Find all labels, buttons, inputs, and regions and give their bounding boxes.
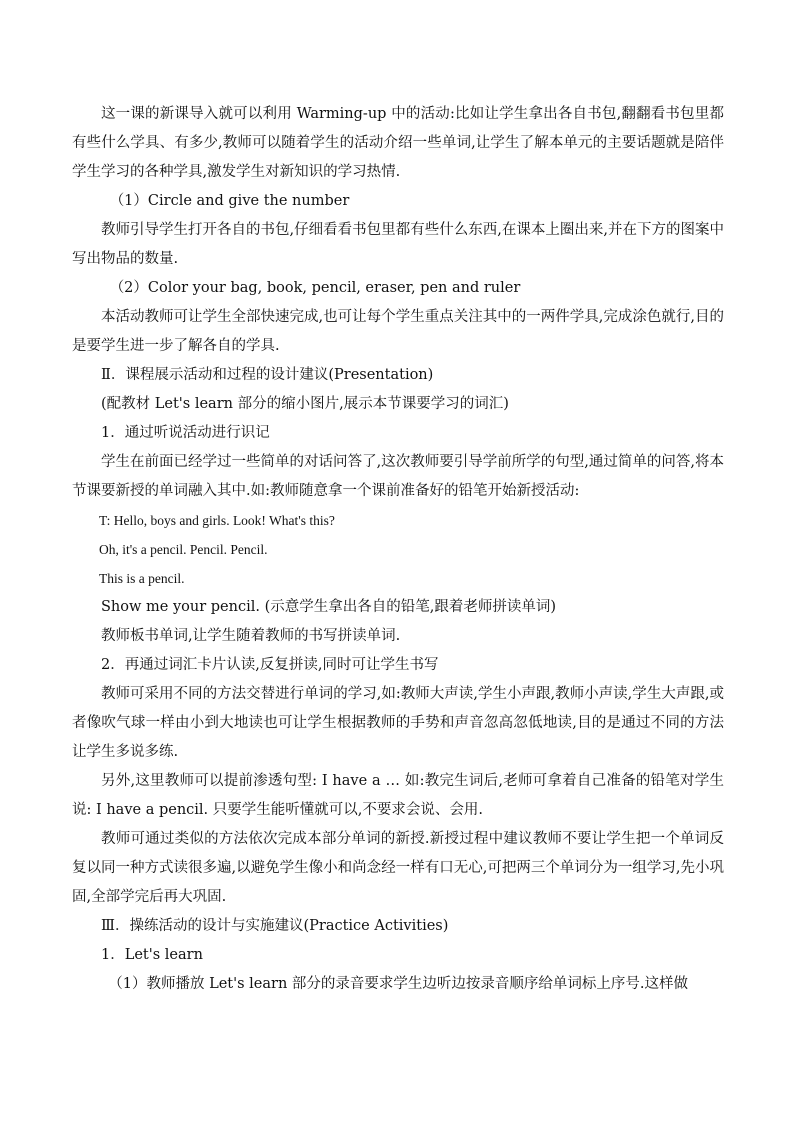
section-3-heading: Ⅲ．操练活动的设计与实施建议(Practice Activities)	[101, 918, 449, 934]
dialogue-line-4: Show me your pencil. (示意学生拿出各自的铅笔,跟着老师拼读单词)	[101, 599, 556, 615]
dialogue-line-2: Oh, it's a pencil. Pencil. Pencil.	[99, 542, 268, 557]
dialogue-line-3: This is a pencil.	[99, 571, 185, 586]
section-2-heading: Ⅱ．课程展示活动和过程的设计建议(Presentation)	[101, 367, 434, 383]
activity-1-text: 教师引导学生打开各自的书包,仔细看看书包里都有些什么东西,在课本上圈出来,并在下方的图案中写出物品的数量.	[72, 222, 724, 267]
intro-paragraph: 这一课的新课导入就可以利用 Warming-up 中的活动:比如让学生拿出各自书包,翻翻看书包里都有些什么学具、有多少,教师可以随着学生的活动介绍一些单词,让学生了解本单元的主要话题就是陪伴学生学习的各种学具,激发学生对新知识的学习热情.	[72, 106, 724, 180]
activity-2-heading: （2）Color your bag, book, pencil, eraser, pen and ruler	[109, 280, 521, 296]
step-1-text: 学生在前面已经学过一些简单的对话问答了,这次教师要引导学前所学的句型,通过简单的问答,将本节课要新授的单词融入其中.如:教师随意拿一个课前准备好的铅笔开始新授活动:	[72, 454, 724, 499]
step-2-text: 教师可采用不同的方法交替进行单词的学习,如:教师大声读,学生小声跟,教师小声读,学生大声跟,或者像吹气球一样由小到大地读也可让学生根据教师的手势和声音忽高忽低地读,目的是通过不同的方法让学生多说多练.	[72, 686, 724, 760]
lets-learn-step-1: （1）教师播放 Let's learn 部分的录音要求学生边听边按录音顺序给单词标上序号.这样做	[108, 976, 689, 992]
step-2-heading: 2．再通过词汇卡片认读,反复拼读,同时可让学生书写	[101, 657, 439, 673]
board-writing-text: 教师板书单词,让学生随着教师的书写拼读单词.	[101, 628, 401, 644]
activity-1-heading: （1）Circle and give the number	[109, 193, 350, 209]
method-suggestion-text: 教师可通过类似的方法依次完成本部分单词的新授.新授过程中建议教师不要让学生把一个单词反复以同一种方式读很多遍,以避免学生像小和尚念经一样有口无心,可把两三个单词分为一组学习,先小巩固,全部学完后再大巩固.	[72, 831, 724, 905]
document-page	[72, 100, 724, 999]
lets-learn-heading: 1．Let's learn	[101, 947, 203, 963]
sentence-pattern-text: 另外,这里教师可以提前渗透句型: I have a … 如:教完生词后,老师可拿着自己准备的铅笔对学生说: I have a pencil. 只要学生能听懂就可以,不要求会说、会用.	[72, 773, 724, 818]
section-2-note: (配教材 Let's learn 部分的缩小图片,展示本节课要学习的词汇)	[101, 396, 509, 412]
dialogue-line-1: T: Hello, boys and girls. Look! What's this?	[99, 513, 335, 528]
activity-2-text: 本活动教师可让学生全部快速完成,也可让每个学生重点关注其中的一两件学具,完成涂色就行,目的是要学生进一步了解各自的学具.	[72, 309, 724, 354]
step-1-heading: 1．通过听说活动进行识记	[101, 425, 270, 441]
